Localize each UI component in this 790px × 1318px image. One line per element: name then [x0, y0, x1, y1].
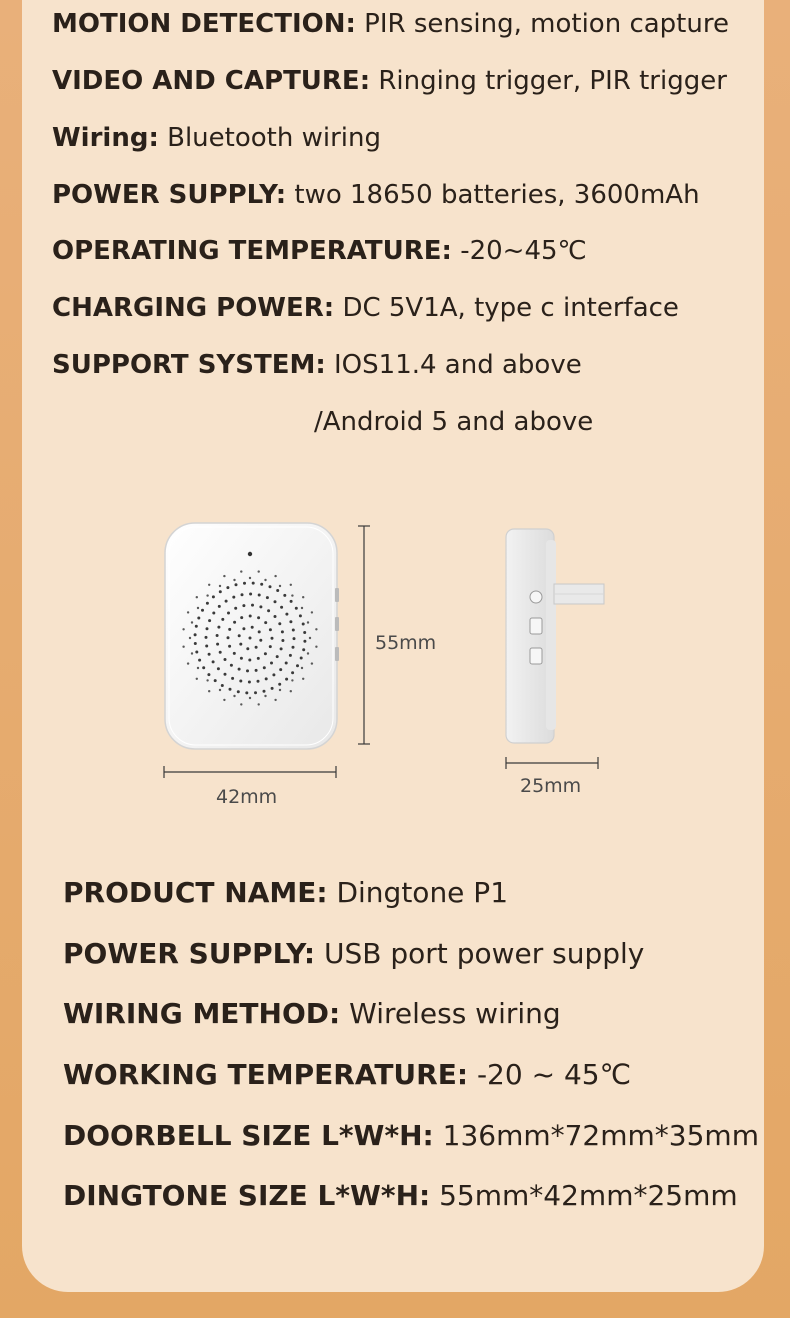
spec-label: DINGTONE SIZE L*W*H: — [63, 1179, 431, 1212]
spec-product-name — [63, 877, 508, 909]
spec-operating-temperature — [52, 235, 587, 267]
spec-value: 136mm*72mm*35mm — [442, 1119, 759, 1152]
spec-power-supply — [52, 179, 700, 211]
spec-value: 55mm*42mm*25mm — [439, 1179, 738, 1212]
spec-charging-power — [52, 292, 679, 324]
spec-value: Ringing trigger, PIR trigger — [378, 66, 727, 96]
depth-dimension-label: 25mm — [520, 775, 582, 797]
spec-label: POWER SUPPLY: — [63, 937, 316, 970]
spec-value: IOS11.4 and above — [334, 350, 582, 380]
spec-value: USB port power supply — [324, 937, 645, 970]
spec-wiring — [52, 122, 381, 154]
spec-value: Wireless wiring — [349, 997, 561, 1030]
spec-dingtone-size — [63, 1180, 738, 1212]
spec-support-system — [52, 349, 582, 381]
spec-value: PIR sensing, motion capture — [364, 9, 729, 39]
spec-label: OPERATING TEMPERATURE: — [52, 236, 452, 266]
spec-label: CHARGING POWER: — [52, 293, 335, 323]
spec-working-temperature — [63, 1059, 631, 1091]
spec-value: /Android 5 and above — [314, 407, 594, 437]
spec-support-system-continued — [314, 406, 593, 438]
spec-label: MOTION DETECTION: — [52, 9, 356, 39]
height-dimension-label: 55mm — [375, 632, 437, 654]
spec-label: WIRING METHOD: — [63, 997, 341, 1030]
spec-value: two 18650 batteries, 3600mAh — [294, 180, 700, 210]
spec-label: SUPPORT SYSTEM: — [52, 350, 326, 380]
spec-value: Bluetooth wiring — [167, 123, 381, 153]
spec-value: -20 ~ 45℃ — [476, 1058, 632, 1091]
spec-label: DOORBELL SIZE L*W*H: — [63, 1119, 434, 1152]
spec-label: POWER SUPPLY: — [52, 180, 287, 210]
spec-label: VIDEO AND CAPTURE: — [52, 66, 371, 96]
spec-value: -20~45℃ — [460, 236, 587, 266]
spec-video-capture — [52, 65, 727, 97]
spec-power-supply-usb — [63, 938, 644, 970]
spec-label: WORKING TEMPERATURE: — [63, 1058, 469, 1091]
spec-label: Wiring: — [52, 123, 159, 153]
spec-wiring-method — [63, 998, 561, 1030]
width-dimension-label: 42mm — [216, 786, 278, 808]
spec-value: Dingtone P1 — [336, 876, 509, 909]
spec-value: DC 5V1A, type c interface — [342, 293, 679, 323]
spec-doorbell-size — [63, 1120, 759, 1152]
spec-motion-detection — [52, 8, 729, 40]
spec-label: PRODUCT NAME: — [63, 876, 328, 909]
